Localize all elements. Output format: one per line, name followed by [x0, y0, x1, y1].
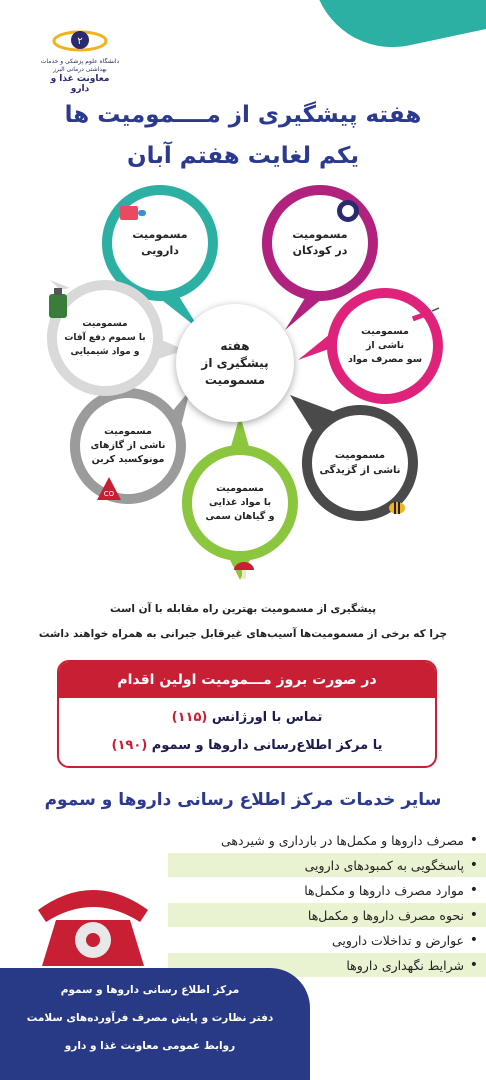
- footer-line-2: دفتر نظارت و پایش مصرف فرآورده‌های سلامت: [26, 1012, 274, 1024]
- emergency-number: (۱۱۵): [171, 710, 208, 725]
- petal-bites: مسمومیت ناشی از گزیدگی: [312, 415, 408, 511]
- medicine-icon: [118, 200, 148, 227]
- service-item: • پاسخگویی به کمبودهای دارویی: [168, 853, 486, 877]
- petal-gas: مسمومیت ناشی از گازهای مونوکسید کربن: [80, 398, 176, 494]
- action-header: در صورت بروز مـــمومیت اولین اقدام: [59, 662, 435, 698]
- co-warning-icon: [96, 476, 122, 507]
- service-item: • شرایط نگهداری داروها: [168, 953, 486, 977]
- service-item: • موارد مصرف داروها و مکمل‌ها: [168, 878, 486, 902]
- action-line-2: [59, 738, 435, 753]
- syringe-icon: [410, 305, 440, 330]
- emergency-text: تماس با اورژانس: [211, 710, 323, 725]
- page-subtitle: یکم لغایت هفتم آبان: [126, 143, 360, 169]
- service-item: • عوارض و تداخلات دارویی: [168, 928, 486, 952]
- footer-line-3: روابط عمومی معاونت غذا و دارو: [64, 1040, 236, 1052]
- action-line-1: [59, 710, 435, 725]
- logo-dept-text: معاونت غذا و دارو: [50, 74, 110, 94]
- center-circle: هفته پیشگیری از مسمومیت: [176, 304, 294, 422]
- poison-center-number: (۱۹۰): [111, 738, 148, 753]
- service-item: • نحوه مصرف داروها و مکمل‌ها: [168, 903, 486, 927]
- service-item: • مصرف داروها و مکمل‌ها در بارداری و شیردهی: [168, 828, 486, 852]
- child-icon: [335, 198, 361, 229]
- svg-text:۲: ۲: [77, 36, 83, 47]
- statement-line-1: پیشگیری از مسمومیت بهترین راه مقابله با آن است: [109, 603, 377, 615]
- mushroom-icon: [232, 558, 256, 587]
- services-title: سایر خدمات مرکز اطلاع رسانی داروها و سموم: [44, 790, 442, 810]
- action-box: [57, 660, 437, 768]
- corner-decoration: [314, 0, 486, 62]
- petal-substance: مسمومیت ناشی از سو مصرف مواد: [337, 298, 433, 394]
- telephone-icon: [28, 870, 158, 974]
- footer-box: [0, 968, 310, 1080]
- statement-line-2: چرا که برخی از مسمومیت‌ها آسیب‌های غیرقابل جبرانی به همراه خواهند داشت: [38, 628, 448, 640]
- petal-children: مسمومیت در کودکان: [272, 195, 368, 291]
- bee-icon: [385, 494, 409, 523]
- chemical-bottle-icon: [46, 286, 70, 325]
- petal-food: مسمومیت با مواد غذایی و گیاهان سمی: [192, 455, 288, 551]
- petal-pesticide: مسمومیت با سموم دفع آفات و مواد شیمیایی: [57, 290, 153, 386]
- logo-mark-icon: [52, 28, 108, 54]
- svg-text:CO: CO: [103, 490, 115, 498]
- petal-drug: مسمومیت دارویی: [112, 195, 208, 291]
- poison-center-text: یا مرکز اطلاع‌رسانی داروها و سموم: [151, 738, 383, 753]
- page-title: هفته پیشگیری از مــــمومیت ها: [64, 102, 422, 128]
- logo: [40, 28, 120, 94]
- logo-university-text: دانشگاه علوم پزشکی و خدمات بهداشتی درمانی البرز: [40, 58, 120, 73]
- footer-line-1: مرکز اطلاع رسانی داروها و سموم: [60, 984, 240, 996]
